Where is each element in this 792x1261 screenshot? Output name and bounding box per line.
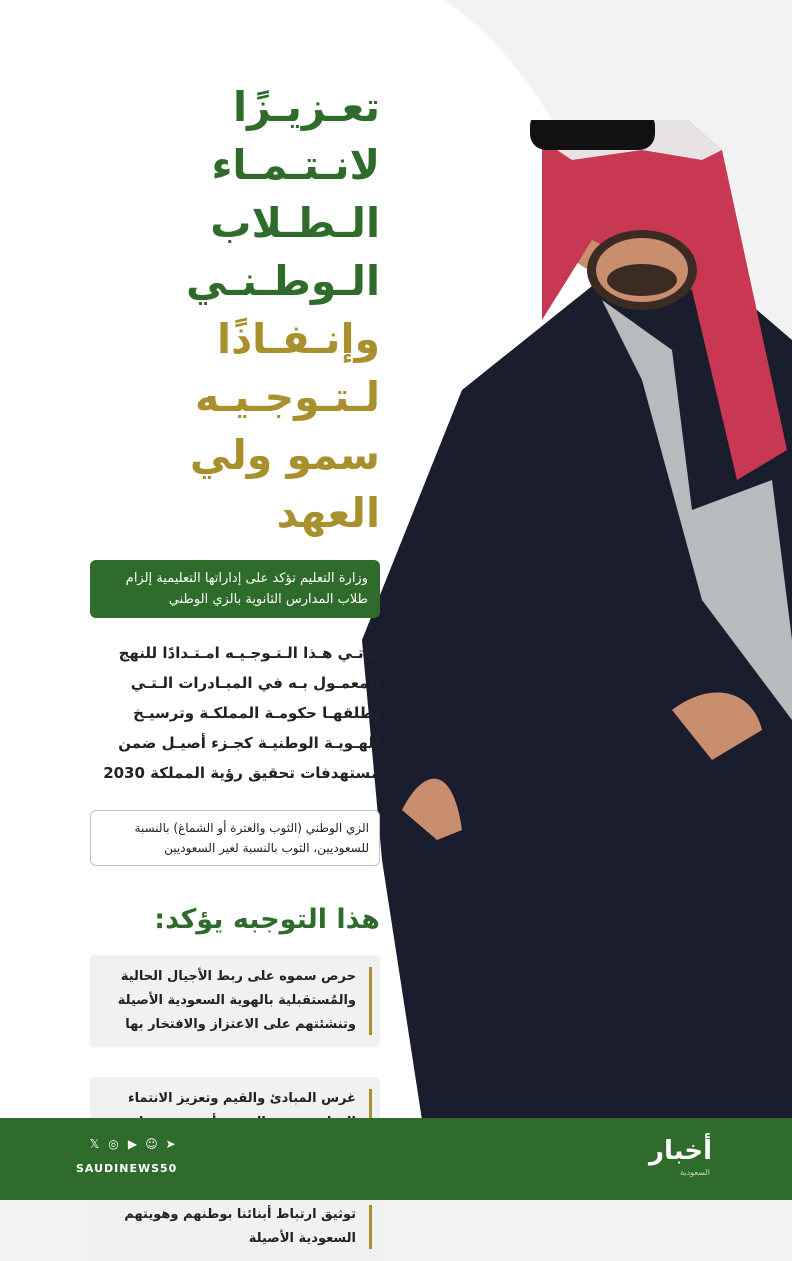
footer-bar (0, 1118, 792, 1200)
main-title (90, 78, 380, 542)
snapchat-icon[interactable]: ☺ (145, 1137, 158, 1151)
social-icons (88, 1138, 177, 1151)
point-text: غرس المبادئ والقيم وتعزيز الانتماء (127, 1091, 356, 1106)
point-card (90, 1193, 380, 1261)
logo-text: أخبار (649, 1136, 712, 1166)
youtube-icon[interactable]: ▶ (127, 1137, 138, 1151)
point-text: توثيق ارتباط أبنائنا بوطنهم وهويتهم السعودية الأصيلة (124, 1207, 356, 1246)
account-handle: SAUDINEWS50 (76, 1162, 178, 1175)
point-accent-bar (369, 1205, 372, 1249)
points-heading: هذا التوجبه يؤكد: (154, 904, 380, 935)
brand-logo (648, 1134, 720, 1184)
telegram-icon[interactable]: ➤ (165, 1137, 176, 1151)
logo-subtext: السعودية (680, 1168, 710, 1177)
title-line-4: سمو ولي العهد (189, 431, 380, 537)
instagram-icon[interactable]: ◎ (108, 1137, 119, 1151)
title-line-1: تعـزيـزًا لانـتـمـاء (211, 83, 380, 189)
x-icon[interactable]: 𝕏 (89, 1137, 100, 1151)
point-accent-bar (369, 967, 372, 1035)
title-line-2: الـطـلاب الـوطـنـي (185, 199, 380, 305)
person-photo (342, 120, 792, 1120)
highlight-box: وزارة التعليم تؤكد على إداراتها التعليمية إلزام طلاب المدارس الثانوية بالزي الوطني (90, 560, 380, 618)
point-text: حرص سموه على ربط الأجيال الحالية والمُستقبلية بالهوية السعودية الأصيلة وتنشئتهم على الاعتزاز والافتخار بها (117, 969, 356, 1032)
point-card (90, 955, 380, 1047)
dress-note: الزي الوطني (الثوب والغترة أو الشماغ) بالنسبة للسعوديين، الثوب بالنسبة لغير السعوديين (90, 810, 380, 866)
intro-paragraph: يـأتـي هـذا الـتـوجـيـه امـتـدادًا للنهج المعمـول بـه في المبـادرات الـتـي تطلقهـا حكومـة المملكـة وترسيـخ للهـويـة الوطنيـة كجـزء أصيـل ضمن مستهدفات تحقيق رؤية المملكة 2030 (103, 644, 380, 782)
title-line-3: وإنـفـاذًا لـتـوجـيـه (194, 315, 380, 421)
content-column (90, 78, 380, 1261)
